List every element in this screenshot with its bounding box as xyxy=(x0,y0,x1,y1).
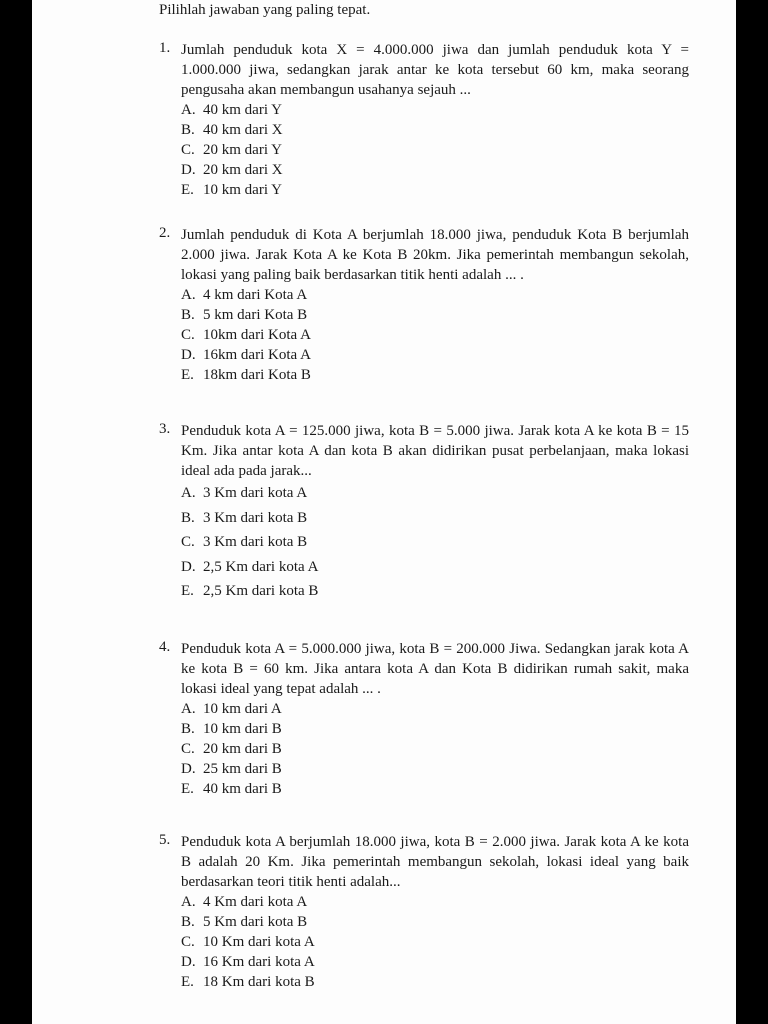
option-b xyxy=(181,305,689,325)
option-letter: E. xyxy=(181,781,194,797)
option-letter: A. xyxy=(181,485,196,501)
question-1 xyxy=(159,40,689,200)
option-e xyxy=(181,365,689,385)
question-stem xyxy=(159,832,689,892)
question-2 xyxy=(159,225,689,385)
question-number: 4. xyxy=(159,639,171,655)
option-letter: C. xyxy=(181,534,195,550)
question-text: Penduduk kota A = 125.000 jiwa, kota B = 5.000 jiwa. Jarak kota A ke kota B = 15 Km. Jika antar kota A dan kota B akan didirikan pusat perbelanjaan, maka lokasi ideal ada pada jarak... xyxy=(181,423,689,479)
option-text: 2,5 Km dari kota A xyxy=(203,558,319,575)
option-a xyxy=(181,100,689,120)
option-letter: C. xyxy=(181,142,195,158)
option-text: 5 km dari Kota B xyxy=(203,307,308,323)
option-b xyxy=(181,506,689,531)
option-e xyxy=(181,779,689,799)
question-5 xyxy=(159,832,689,992)
option-list xyxy=(159,285,689,385)
option-letter: E. xyxy=(181,367,194,383)
option-a xyxy=(181,481,689,506)
option-letter: E. xyxy=(181,974,194,990)
question-number: 1. xyxy=(159,40,171,56)
option-text: 25 km dari B xyxy=(203,761,282,777)
option-list xyxy=(159,481,689,604)
option-letter: B. xyxy=(181,509,195,526)
option-e xyxy=(181,972,689,992)
question-3 xyxy=(159,421,689,604)
option-letter: C. xyxy=(181,934,195,950)
option-text: 40 km dari B xyxy=(203,781,282,797)
option-letter: E. xyxy=(181,583,194,599)
option-d xyxy=(181,345,689,365)
option-d xyxy=(181,160,689,180)
option-b xyxy=(181,719,689,739)
option-c xyxy=(181,530,689,555)
option-text: 40 km dari X xyxy=(203,122,283,138)
option-b xyxy=(181,120,689,140)
option-letter: A. xyxy=(181,894,196,910)
option-e xyxy=(181,579,689,604)
question-stem xyxy=(159,40,689,100)
option-text: 10 km dari A xyxy=(203,701,282,717)
question-number: 3. xyxy=(159,421,171,437)
option-text: 2,5 Km dari kota B xyxy=(203,583,319,599)
option-c xyxy=(181,140,689,160)
option-text: 10 Km dari kota A xyxy=(203,934,315,950)
option-text: 18 Km dari kota B xyxy=(203,974,315,990)
option-letter: D. xyxy=(181,761,196,777)
option-text: 3 Km dari kota A xyxy=(203,485,308,501)
question-stem xyxy=(159,421,689,481)
document-page xyxy=(32,0,736,1024)
option-list xyxy=(159,699,689,799)
option-text: 3 Km dari kota B xyxy=(203,534,308,550)
option-list xyxy=(159,100,689,200)
option-letter: E. xyxy=(181,182,194,198)
option-text: 10 km dari Y xyxy=(203,182,283,198)
option-letter: A. xyxy=(181,701,196,717)
option-letter: B. xyxy=(181,307,195,323)
option-letter: A. xyxy=(181,102,196,118)
option-text: 16km dari Kota A xyxy=(203,347,311,363)
option-e xyxy=(181,180,689,200)
option-letter: A. xyxy=(181,287,196,303)
option-letter: B. xyxy=(181,721,195,737)
option-letter: D. xyxy=(181,954,196,970)
question-number: 2. xyxy=(159,225,171,241)
option-c xyxy=(181,932,689,952)
option-c xyxy=(181,325,689,345)
option-letter: D. xyxy=(181,347,196,363)
option-letter: C. xyxy=(181,327,195,343)
question-number: 5. xyxy=(159,832,171,848)
option-text: 10 km dari B xyxy=(203,721,282,737)
question-text: Penduduk kota A berjumlah 18.000 jiwa, kota B = 2.000 jiwa. Jarak kota A ke kota B adalah 20 Km. Jika pemerintah membangun sekolah, lokasi ideal yang baik berdasarkan teori titik henti adalah... xyxy=(181,834,689,890)
question-text: Jumlah penduduk di Kota A berjumlah 18.000 jiwa, penduduk Kota B berjumlah 2.000 jiwa. Jarak Kota A ke Kota B 20km. Jika pemerintah membangun sekolah, lokasi yang paling baik berdasarkan titik henti adalah ... . xyxy=(181,227,689,283)
option-letter: D. xyxy=(181,162,196,178)
instruction-text: Pilihlah jawaban yang paling tepat. xyxy=(159,2,371,18)
option-a xyxy=(181,699,689,719)
option-text: 18km dari Kota B xyxy=(203,367,311,383)
option-text: 4 Km dari kota A xyxy=(203,894,308,910)
option-d xyxy=(181,952,689,972)
option-d xyxy=(181,759,689,779)
question-text: Jumlah penduduk kota X = 4.000.000 jiwa dan jumlah penduduk kota Y = 1.000.000 jiwa, sedangkan jarak antar ke kota tersebut 60 km, maka seorang pengusaha akan membangun usahanya sejauh ... xyxy=(181,42,689,98)
option-text: 3 Km dari kota B xyxy=(203,509,308,526)
option-text: 5 Km dari kota B xyxy=(203,914,308,930)
option-letter: B. xyxy=(181,122,195,138)
option-letter: C. xyxy=(181,741,195,757)
option-letter: D. xyxy=(181,558,196,575)
option-a xyxy=(181,285,689,305)
option-text: 10km dari Kota A xyxy=(203,327,311,343)
option-a xyxy=(181,892,689,912)
option-c xyxy=(181,739,689,759)
question-text: Penduduk kota A = 5.000.000 jiwa, kota B = 200.000 Jiwa. Sedangkan jarak kota A ke kota B = 60 km. Jika antara kota A dan Kota B didirikan rumah sakit, maka lokasi ideal yang tepat adalah ... . xyxy=(181,641,689,697)
option-b xyxy=(181,912,689,932)
option-d xyxy=(181,555,689,580)
question-4 xyxy=(159,639,689,799)
option-text: 20 km dari B xyxy=(203,741,282,757)
option-text: 20 km dari X xyxy=(203,162,283,178)
option-letter: B. xyxy=(181,914,195,930)
option-text: 40 km dari Y xyxy=(203,102,283,118)
option-text: 4 km dari Kota A xyxy=(203,287,308,303)
option-list xyxy=(159,892,689,992)
option-text: 20 km dari Y xyxy=(203,142,283,158)
question-stem xyxy=(159,639,689,699)
option-text: 16 Km dari kota A xyxy=(203,954,315,970)
question-stem xyxy=(159,225,689,285)
